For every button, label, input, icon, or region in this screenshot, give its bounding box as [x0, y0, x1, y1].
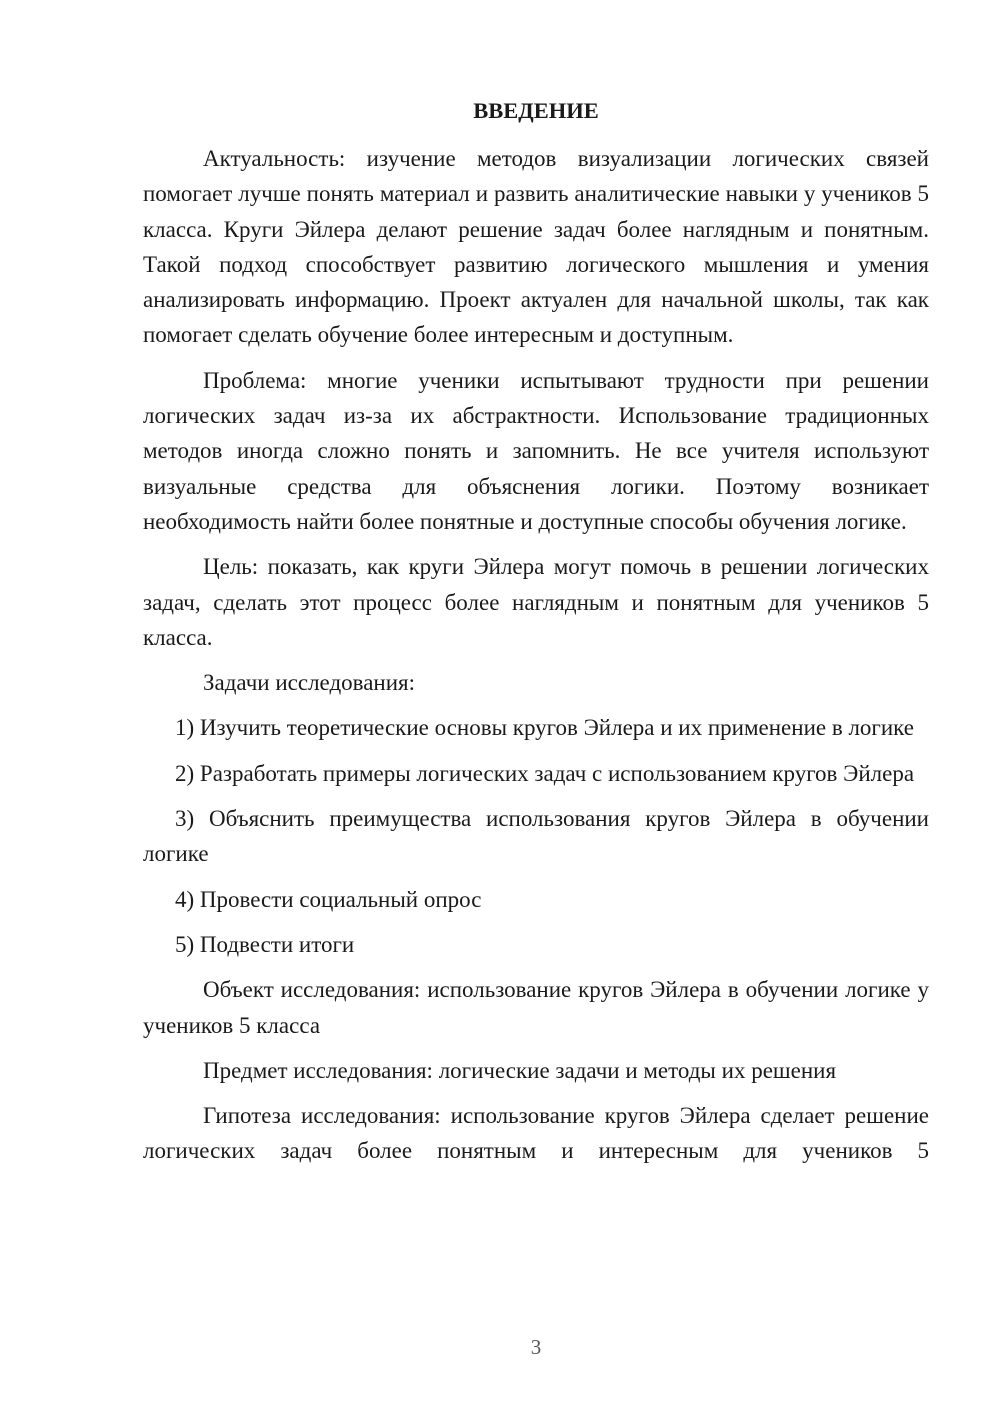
paragraph-problem: Проблема: многие ученики испытывают трудности при решении логических задач из-за их абстрактности. Использование традиционных методов иногда сложно понять и запомнить. Не все учителя используют визуальные средства для объяснения логики. Поэтому возникает необходимость найти более понятные и доступные способы обучения логике.: [143, 367, 929, 534]
paragraph-goal: Цель: показать, как круги Эйлера могут помочь в решении логических задач, сделать этот процесс более наглядным и понятным для учеников 5 класса.: [143, 554, 929, 650]
paragraph-hypothesis: Гипотеза исследования: использование кругов Эйлера сделает решение логических задач более понятным и интересным для учеников 5: [143, 1103, 929, 1164]
tasks-title: Задачи исследования:: [203, 670, 416, 696]
section-heading: ВВЕДЕНИЕ: [473, 98, 599, 123]
task-item-3: 3) Объяснить преимущества использования кругов Эйлера в обучении логике: [143, 806, 929, 867]
paragraph-actuality: Актуальность: изучение методов визуализации логических связей помогает лучше понять материал и развить аналитические навыки у учеников 5 класса. Круги Эйлера делают решение задач более наглядным и понятным. Такой подход способствует развитию логического мышления и умения анализировать информацию. Проект актуален для начальной школы, так как помогает сделать обучение более интересным и доступным.: [143, 146, 929, 348]
page-number: 3: [530, 1335, 542, 1359]
body-text: [143, 141, 929, 1169]
task-item-2: 2) Разработать примеры логических задач с использованием кругов Эйлера: [175, 760, 915, 786]
task-item-4: 4) Провести социальный опрос: [175, 886, 482, 912]
task-item-5: 5) Подвести итоги: [175, 931, 355, 957]
paragraph-object: Объект исследования: использование кругов Эйлера в обучении логике у учеников 5 класса: [143, 977, 929, 1038]
task-item-1: 1) Изучить теоретические основы кругов Эйлера и их применение в логике: [175, 715, 914, 741]
paragraph-subject: Предмет исследования: логические задачи и методы их решения: [203, 1057, 837, 1083]
